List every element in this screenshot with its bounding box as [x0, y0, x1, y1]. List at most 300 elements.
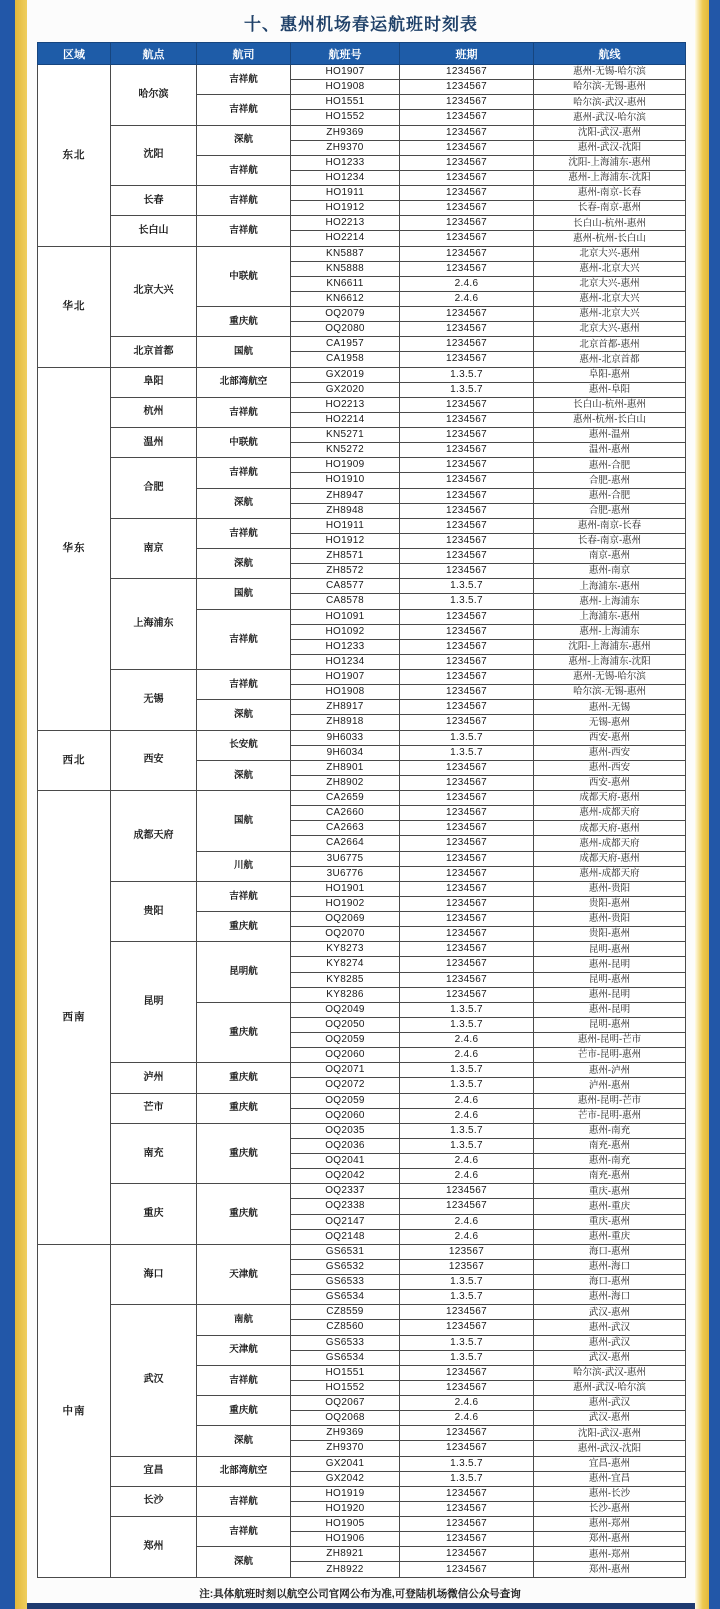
flight-number-cell: HO1552 — [291, 110, 400, 125]
schedule-days-cell: 2.4.6 — [400, 1169, 534, 1184]
schedule-days-cell: 1234567 — [400, 775, 534, 790]
airline-cell: 国航 — [197, 579, 291, 609]
flight-row — [38, 881, 686, 896]
airline-cell: 吉祥航 — [197, 1365, 291, 1395]
destination-cell: 温州 — [111, 428, 197, 458]
airline-cell: 重庆航 — [197, 912, 291, 942]
flight-row — [38, 1244, 686, 1259]
airline-cell: 吉祥航 — [197, 881, 291, 911]
flight-number-cell: OQ2035 — [291, 1123, 400, 1138]
route-cell: 惠州-上海浦东 — [534, 624, 686, 639]
flight-number-cell: ZH8921 — [291, 1547, 400, 1562]
schedule-days-cell: 1234567 — [400, 231, 534, 246]
route-cell: 宜昌-惠州 — [534, 1456, 686, 1471]
schedule-days-cell: 123567 — [400, 1244, 534, 1259]
flight-number-cell: GX2020 — [291, 382, 400, 397]
route-cell: 惠州-海口 — [534, 1259, 686, 1274]
schedule-days-cell: 1234567 — [400, 972, 534, 987]
route-cell: 沈阳-上海浦东-惠州 — [534, 155, 686, 170]
schedule-days-cell: 1234567 — [400, 942, 534, 957]
flight-row — [38, 1486, 686, 1501]
schedule-days-cell: 1234567 — [400, 186, 534, 201]
schedule-days-cell: 1.3.5.7 — [400, 1471, 534, 1486]
airline-cell: 吉祥航 — [197, 1517, 291, 1547]
schedule-days-cell: 1234567 — [400, 609, 534, 624]
route-cell: 南充-惠州 — [534, 1169, 686, 1184]
schedule-days-cell: 123567 — [400, 1259, 534, 1274]
route-cell: 惠州-西安 — [534, 760, 686, 775]
flight-number-cell: HO1912 — [291, 533, 400, 548]
flight-number-cell: OQ2060 — [291, 1108, 400, 1123]
flight-number-cell: HO1902 — [291, 896, 400, 911]
column-header-5: 航线 — [534, 43, 686, 65]
flight-number-cell: OQ2338 — [291, 1199, 400, 1214]
schedule-days-cell: 2.4.6 — [400, 291, 534, 306]
route-cell: 惠州-武汉-沈阳 — [534, 1441, 686, 1456]
route-cell: 北京大兴-惠州 — [534, 322, 686, 337]
flight-number-cell: HO1233 — [291, 155, 400, 170]
schedule-days-cell: 2.4.6 — [400, 1229, 534, 1244]
flight-number-cell: HO1911 — [291, 186, 400, 201]
route-cell: 武汉-惠州 — [534, 1305, 686, 1320]
route-cell: 惠州-成都天府 — [534, 866, 686, 881]
airline-cell: 天津航 — [197, 1244, 291, 1305]
flight-number-cell: OQ2071 — [291, 1063, 400, 1078]
flight-number-cell: CZ8559 — [291, 1305, 400, 1320]
schedule-days-cell: 1234567 — [400, 80, 534, 95]
flight-row — [38, 1063, 686, 1078]
region-cell: 东北 — [38, 65, 111, 247]
flight-number-cell: ZH9369 — [291, 1426, 400, 1441]
route-cell: 惠州-武汉-哈尔滨 — [534, 1380, 686, 1395]
schedule-days-cell: 1234567 — [400, 155, 534, 170]
route-cell: 惠州-武汉 — [534, 1396, 686, 1411]
route-cell: 贵阳-惠州 — [534, 927, 686, 942]
schedule-days-cell: 1234567 — [400, 987, 534, 1002]
flight-number-cell: OQ2147 — [291, 1214, 400, 1229]
flight-number-cell: ZH9370 — [291, 140, 400, 155]
route-cell: 重庆-惠州 — [534, 1214, 686, 1229]
schedule-days-cell: 1234567 — [400, 1305, 534, 1320]
schedule-days-cell: 1234567 — [400, 1426, 534, 1441]
destination-cell: 长沙 — [111, 1486, 197, 1516]
flight-number-cell: OQ2050 — [291, 1017, 400, 1032]
route-cell: 惠州-泸州 — [534, 1063, 686, 1078]
flight-row — [38, 942, 686, 957]
flight-number-cell: HO2214 — [291, 412, 400, 427]
region-cell: 西南 — [38, 791, 111, 1245]
flight-number-cell: ZH8572 — [291, 564, 400, 579]
route-cell: 惠州-武汉 — [534, 1320, 686, 1335]
schedule-days-cell: 1234567 — [400, 549, 534, 564]
airline-cell: 深航 — [197, 760, 291, 790]
schedule-days-cell: 1234567 — [400, 261, 534, 276]
flight-number-cell: KY8285 — [291, 972, 400, 987]
destination-cell: 北京大兴 — [111, 246, 197, 337]
schedule-days-cell: 1234567 — [400, 1380, 534, 1395]
flight-row — [38, 1305, 686, 1320]
destination-cell: 阜阳 — [111, 367, 197, 397]
flight-number-cell: ZH8948 — [291, 503, 400, 518]
route-cell: 惠州-重庆 — [534, 1229, 686, 1244]
route-cell: 沈阳-上海浦东-惠州 — [534, 639, 686, 654]
airline-cell: 吉祥航 — [197, 216, 291, 246]
route-cell: 惠州-贵阳 — [534, 912, 686, 927]
schedule-days-cell: 1234567 — [400, 533, 534, 548]
flight-number-cell: HO1907 — [291, 670, 400, 685]
route-cell: 北京大兴-惠州 — [534, 276, 686, 291]
flight-number-cell: KY8274 — [291, 957, 400, 972]
schedule-days-cell: 1.3.5.7 — [400, 1002, 534, 1017]
destination-cell: 沈阳 — [111, 125, 197, 186]
flight-number-cell: HO2213 — [291, 216, 400, 231]
airline-cell: 川航 — [197, 851, 291, 881]
route-cell: 惠州-北京大兴 — [534, 307, 686, 322]
schedule-days-cell: 1234567 — [400, 927, 534, 942]
schedule-days-cell: 1.3.5.7 — [400, 1063, 534, 1078]
schedule-days-cell: 1.3.5.7 — [400, 1017, 534, 1032]
flight-number-cell: OQ2069 — [291, 912, 400, 927]
schedule-days-cell: 1.3.5.7 — [400, 1290, 534, 1305]
route-cell: 哈尔滨-无锡-惠州 — [534, 80, 686, 95]
route-cell: 北京大兴-惠州 — [534, 246, 686, 261]
schedule-days-cell: 1.3.5.7 — [400, 594, 534, 609]
footnote: 注:具体航班时刻以航空公司官网公布为准,可登陆机场微信公众号查询 — [199, 1588, 521, 1600]
schedule-days-cell: 1234567 — [400, 201, 534, 216]
flight-number-cell: OQ2059 — [291, 1093, 400, 1108]
route-cell: 南京-惠州 — [534, 549, 686, 564]
airline-cell: 吉祥航 — [197, 458, 291, 488]
airline-cell: 中联航 — [197, 428, 291, 458]
route-cell: 惠州-无锡-哈尔滨 — [534, 670, 686, 685]
schedule-days-cell: 2.4.6 — [400, 1108, 534, 1123]
column-header-3: 航班号 — [291, 43, 400, 65]
route-cell: 惠州-成都天府 — [534, 836, 686, 851]
route-cell: 芒市-昆明-惠州 — [534, 1048, 686, 1063]
schedule-days-cell: 1234567 — [400, 760, 534, 775]
left-blue-stripe — [0, 0, 15, 1609]
flight-row — [38, 670, 686, 685]
route-cell: 海口-惠州 — [534, 1244, 686, 1259]
schedule-days-cell: 2.4.6 — [400, 1411, 534, 1426]
route-cell: 郑州-惠州 — [534, 1562, 686, 1578]
route-cell: 惠州-西安 — [534, 745, 686, 760]
flight-number-cell: HO1905 — [291, 1517, 400, 1532]
schedule-days-cell: 1234567 — [400, 1547, 534, 1562]
flight-number-cell: CZ8560 — [291, 1320, 400, 1335]
route-cell: 昆明-惠州 — [534, 942, 686, 957]
airline-cell: 重庆航 — [197, 1123, 291, 1184]
flight-number-cell: GX2042 — [291, 1471, 400, 1486]
flight-number-cell: GS6533 — [291, 1335, 400, 1350]
schedule-days-cell: 2.4.6 — [400, 1033, 534, 1048]
destination-cell: 郑州 — [111, 1517, 197, 1578]
airline-cell: 国航 — [197, 337, 291, 367]
schedule-days-cell: 1.3.5.7 — [400, 745, 534, 760]
route-cell: 惠州-温州 — [534, 428, 686, 443]
flight-number-cell: HO1920 — [291, 1501, 400, 1516]
flight-number-cell: OQ2079 — [291, 307, 400, 322]
route-cell: 北京首都-惠州 — [534, 337, 686, 352]
destination-cell: 上海浦东 — [111, 579, 197, 670]
flight-number-cell: CA2659 — [291, 791, 400, 806]
schedule-days-cell: 1.3.5.7 — [400, 367, 534, 382]
destination-cell: 南京 — [111, 518, 197, 579]
schedule-days-cell: 1.3.5.7 — [400, 1335, 534, 1350]
schedule-days-cell: 1234567 — [400, 337, 534, 352]
route-cell: 惠州-郑州 — [534, 1547, 686, 1562]
schedule-days-cell: 1234567 — [400, 1562, 534, 1578]
route-cell: 昆明-惠州 — [534, 972, 686, 987]
flight-row — [38, 730, 686, 745]
header-row — [38, 43, 686, 65]
bottom-bar — [0, 1603, 720, 1609]
flight-number-cell: ZH8947 — [291, 488, 400, 503]
route-cell: 长春-南京-惠州 — [534, 201, 686, 216]
route-cell: 长春-南京-惠州 — [534, 533, 686, 548]
flight-number-cell: ZH9369 — [291, 125, 400, 140]
flight-number-cell: HO1919 — [291, 1486, 400, 1501]
destination-cell: 泸州 — [111, 1063, 197, 1093]
schedule-days-cell: 1234567 — [400, 428, 534, 443]
flight-number-cell: ZH8901 — [291, 760, 400, 775]
route-cell: 惠州-重庆 — [534, 1199, 686, 1214]
schedule-days-cell: 1234567 — [400, 912, 534, 927]
airline-cell: 吉祥航 — [197, 65, 291, 95]
flight-number-cell: HO1551 — [291, 95, 400, 110]
airline-cell: 深航 — [197, 549, 291, 579]
region-cell: 西北 — [38, 730, 111, 791]
flight-schedule-table — [37, 42, 686, 1578]
route-cell: 西安-惠州 — [534, 775, 686, 790]
schedule-days-cell: 1234567 — [400, 1320, 534, 1335]
schedule-days-cell: 1234567 — [400, 1486, 534, 1501]
schedule-days-cell: 1234567 — [400, 488, 534, 503]
schedule-days-cell: 1234567 — [400, 564, 534, 579]
flight-row — [38, 579, 686, 594]
route-cell: 惠州-昆明-芒市 — [534, 1033, 686, 1048]
route-cell: 惠州-昆明 — [534, 987, 686, 1002]
right-gold-stripe — [695, 0, 709, 1609]
airline-cell: 重庆航 — [197, 1093, 291, 1123]
route-cell: 泸州-惠州 — [534, 1078, 686, 1093]
flight-number-cell: HO1907 — [291, 65, 400, 80]
schedule-days-cell: 1.3.5.7 — [400, 579, 534, 594]
flight-number-cell: CA8578 — [291, 594, 400, 609]
schedule-days-cell: 2.4.6 — [400, 1093, 534, 1108]
flight-number-cell: KN5887 — [291, 246, 400, 261]
schedule-days-cell: 1234567 — [400, 654, 534, 669]
destination-cell: 芒市 — [111, 1093, 197, 1123]
destination-cell: 昆明 — [111, 942, 197, 1063]
schedule-days-cell: 1234567 — [400, 1532, 534, 1547]
route-cell: 长沙-惠州 — [534, 1501, 686, 1516]
route-cell: 惠州-武汉 — [534, 1335, 686, 1350]
route-cell: 惠州-上海浦东-沈阳 — [534, 170, 686, 185]
airline-cell: 南航 — [197, 1305, 291, 1335]
route-cell: 惠州-南京-长春 — [534, 518, 686, 533]
airline-cell: 中联航 — [197, 246, 291, 307]
destination-cell: 贵阳 — [111, 881, 197, 942]
destination-cell: 无锡 — [111, 670, 197, 731]
destination-cell: 长白山 — [111, 216, 197, 246]
left-gold-stripe — [15, 0, 27, 1609]
right-blue-stripe — [709, 0, 720, 1609]
schedule-days-cell: 1234567 — [400, 715, 534, 730]
flight-number-cell: OQ2080 — [291, 322, 400, 337]
flight-row — [38, 1456, 686, 1471]
route-cell: 惠州-昆明-芒市 — [534, 1093, 686, 1108]
flight-number-cell: CA1957 — [291, 337, 400, 352]
column-header-2: 航司 — [197, 43, 291, 65]
airline-cell: 吉祥航 — [197, 609, 291, 670]
flight-number-cell: HO1233 — [291, 639, 400, 654]
route-cell: 哈尔滨-无锡-惠州 — [534, 685, 686, 700]
route-cell: 南充-惠州 — [534, 1138, 686, 1153]
airline-cell: 重庆航 — [197, 1063, 291, 1093]
schedule-days-cell: 1.3.5.7 — [400, 382, 534, 397]
airline-cell: 深航 — [197, 1547, 291, 1578]
route-cell: 惠州-上海浦东 — [534, 594, 686, 609]
flight-number-cell: HO1234 — [291, 170, 400, 185]
route-cell: 惠州-宜昌 — [534, 1471, 686, 1486]
airline-cell: 长安航 — [197, 730, 291, 760]
schedule-days-cell: 1234567 — [400, 624, 534, 639]
flight-number-cell: HO1911 — [291, 518, 400, 533]
flight-number-cell: CA2660 — [291, 806, 400, 821]
flight-number-cell: ZH8571 — [291, 549, 400, 564]
airline-cell: 深航 — [197, 488, 291, 518]
airline-cell: 北部湾航空 — [197, 1456, 291, 1486]
route-cell: 哈尔滨-武汉-惠州 — [534, 95, 686, 110]
airline-cell: 重庆航 — [197, 1002, 291, 1063]
schedule-days-cell: 2.4.6 — [400, 276, 534, 291]
flight-number-cell: OQ2070 — [291, 927, 400, 942]
flight-number-cell: HO2213 — [291, 397, 400, 412]
flight-number-cell: 9H6034 — [291, 745, 400, 760]
schedule-days-cell: 1.3.5.7 — [400, 730, 534, 745]
airline-cell: 吉祥航 — [197, 670, 291, 700]
flight-number-cell: CA8577 — [291, 579, 400, 594]
route-cell: 芒市-昆明-惠州 — [534, 1108, 686, 1123]
flight-number-cell: HO1906 — [291, 1532, 400, 1547]
route-cell: 沈阳-武汉-惠州 — [534, 125, 686, 140]
flight-number-cell: HO1909 — [291, 458, 400, 473]
route-cell: 合肥-惠州 — [534, 503, 686, 518]
airline-cell: 昆明航 — [197, 942, 291, 1003]
airline-cell: 吉祥航 — [197, 1486, 291, 1516]
schedule-days-cell: 1234567 — [400, 896, 534, 911]
schedule-days-cell: 1234567 — [400, 503, 534, 518]
flight-number-cell: OQ2036 — [291, 1138, 400, 1153]
flight-number-cell: HO1908 — [291, 80, 400, 95]
destination-cell: 哈尔滨 — [111, 65, 197, 126]
schedule-days-cell: 1234567 — [400, 518, 534, 533]
flight-number-cell: OQ2148 — [291, 1229, 400, 1244]
column-header-1: 航点 — [111, 43, 197, 65]
column-header-0: 区域 — [38, 43, 111, 65]
schedule-days-cell: 2.4.6 — [400, 1396, 534, 1411]
flight-number-cell: KN5272 — [291, 443, 400, 458]
airline-cell: 国航 — [197, 791, 291, 852]
schedule-days-cell: 1234567 — [400, 1501, 534, 1516]
airline-cell: 深航 — [197, 125, 291, 155]
flight-number-cell: OQ2337 — [291, 1184, 400, 1199]
schedule-days-cell: 2.4.6 — [400, 1154, 534, 1169]
flight-number-cell: KN5271 — [291, 428, 400, 443]
schedule-days-cell: 1234567 — [400, 639, 534, 654]
schedule-days-cell: 1234567 — [400, 352, 534, 367]
flight-number-cell: KY8286 — [291, 987, 400, 1002]
schedule-days-cell: 1234567 — [400, 851, 534, 866]
schedule-days-cell: 1234567 — [400, 836, 534, 851]
flight-row — [38, 397, 686, 412]
route-cell: 惠州-杭州-长白山 — [534, 231, 686, 246]
region-cell: 华北 — [38, 246, 111, 367]
route-cell: 合肥-惠州 — [534, 473, 686, 488]
route-cell: 成都天府-惠州 — [534, 821, 686, 836]
route-cell: 惠州-长沙 — [534, 1486, 686, 1501]
schedule-days-cell: 1234567 — [400, 95, 534, 110]
destination-cell: 长春 — [111, 186, 197, 216]
flight-number-cell: KY8273 — [291, 942, 400, 957]
schedule-days-cell: 1234567 — [400, 412, 534, 427]
airline-cell: 吉祥航 — [197, 155, 291, 185]
flight-number-cell: 9H6033 — [291, 730, 400, 745]
route-cell: 长白山-杭州-惠州 — [534, 397, 686, 412]
destination-cell: 海口 — [111, 1244, 197, 1305]
route-cell: 惠州-阜阳 — [534, 382, 686, 397]
schedule-days-cell: 1.3.5.7 — [400, 1078, 534, 1093]
flight-row — [38, 125, 686, 140]
flight-number-cell: HO2214 — [291, 231, 400, 246]
schedule-days-cell: 1234567 — [400, 806, 534, 821]
schedule-days-cell: 1234567 — [400, 1199, 534, 1214]
schedule-days-cell: 1234567 — [400, 246, 534, 261]
route-cell: 西安-惠州 — [534, 730, 686, 745]
route-cell: 海口-惠州 — [534, 1275, 686, 1290]
flight-number-cell: ZH8918 — [291, 715, 400, 730]
destination-cell: 杭州 — [111, 397, 197, 427]
page-title: 十、惠州机场春运航班时刻表 — [244, 15, 478, 34]
schedule-days-cell: 1234567 — [400, 170, 534, 185]
schedule-days-cell: 1234567 — [400, 1441, 534, 1456]
flight-row — [38, 367, 686, 382]
flight-number-cell: ZH8922 — [291, 1562, 400, 1578]
schedule-days-cell: 1234567 — [400, 791, 534, 806]
airline-cell: 天津航 — [197, 1335, 291, 1365]
flight-row — [38, 337, 686, 352]
flight-row — [38, 518, 686, 533]
flight-row — [38, 186, 686, 201]
flight-number-cell: HO1912 — [291, 201, 400, 216]
route-cell: 惠州-南京-长春 — [534, 186, 686, 201]
route-cell: 惠州-上海浦东-沈阳 — [534, 654, 686, 669]
route-cell: 惠州-北京首都 — [534, 352, 686, 367]
destination-cell: 宜昌 — [111, 1456, 197, 1486]
flight-number-cell: OQ2068 — [291, 1411, 400, 1426]
route-cell: 阜阳-惠州 — [534, 367, 686, 382]
route-cell: 惠州-南充 — [534, 1154, 686, 1169]
schedule-days-cell: 1234567 — [400, 473, 534, 488]
route-cell: 惠州-海口 — [534, 1290, 686, 1305]
flight-row — [38, 458, 686, 473]
schedule-days-cell: 1234567 — [400, 700, 534, 715]
route-cell: 上海浦东-惠州 — [534, 579, 686, 594]
flight-number-cell: GS6532 — [291, 1259, 400, 1274]
route-cell: 成都天府-惠州 — [534, 791, 686, 806]
flight-number-cell: GS6534 — [291, 1290, 400, 1305]
